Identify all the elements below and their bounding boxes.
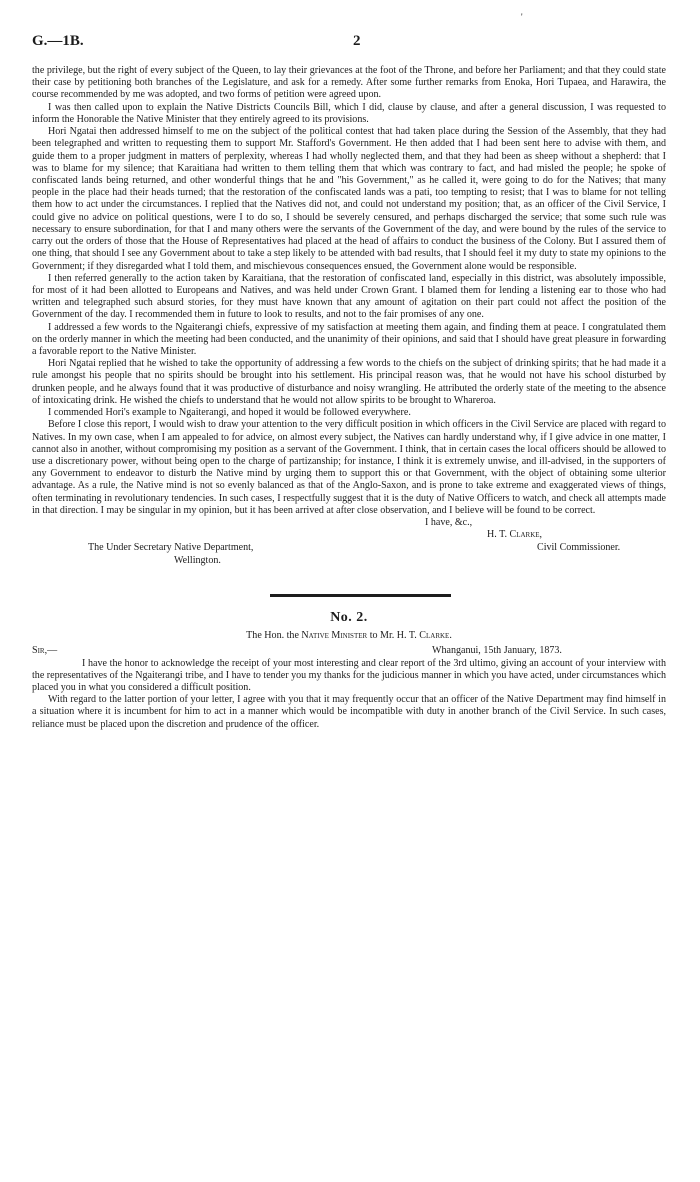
- addressee-city: Wellington.: [174, 555, 221, 567]
- page-number: 2: [353, 33, 361, 49]
- signature-title: Civil Commissioner.: [537, 542, 621, 554]
- section-divider: [32, 590, 666, 608]
- signature-name: H. T. Clarke,: [487, 529, 543, 541]
- page-header: [32, 33, 666, 53]
- paragraph: the privilege, but the right of every subject of the Queen, to lay their grievances at the foot of the Throne, and before her Parliament; and that they could state their case by petitioning both branches of the Legislature, and ask for a remedy. After some further remarks from Enoka, Hori Tupaea, and Harawira, the course recommended by me was adopted, and two forms of petition were agreed upon.: [32, 65, 666, 101]
- heading-prefix: The Hon. the: [246, 630, 299, 642]
- paragraph: Hori Ngatai replied that he wished to take the opportunity of addressing a few words to the chiefs on the subject of drinking spirits; that he had made it a rule amongst his people that no spirits should be brought into his settlement. His principal reason was, that he would not have his school disturbed by drunken people, and he always found that it was productive of disturbance and noisy wrangling. He attributed the orderly state of the meeting to the absence of intoxicating drink. He wished the chiefs to understand that he would not allow spirits to be brought to Whareroa.: [32, 358, 666, 406]
- letter-number: No. 2.: [330, 610, 368, 626]
- paragraph: With regard to the latter portion of your letter, I agree with you that it may frequently occur that an officer of the Native Department may find himself in a situation where it is incumbent for him to act in a manner which would be incompatible with duty in another branch of the Civil Service. In such cases, reliance must be placed upon the discretion and prudence of the officer.: [32, 694, 666, 730]
- signature-closing: I have, &c.,: [425, 517, 473, 529]
- heading-sender: Native Minister: [301, 630, 368, 642]
- paragraph: I have the honor to acknowledge the receipt of your most interesting and clear report of the 3rd ultimo, giving an account of your interview with the representatives of the Ngaiterangi tribe, and I have to tender you my thanks for the judicious manner in which you have acted, under circumstances which placed you in what you considered a difficult position.: [32, 657, 666, 693]
- signature-block: [32, 517, 666, 590]
- salutation-line: [32, 645, 666, 658]
- paragraph: I commended Hori's example to Ngaiterangi, and hoped it would be followed everywhere.: [48, 407, 411, 419]
- paragraph: Hori Ngatai then addressed himself to me on the subject of the political contest that had taken place during the Session of the Assembly, that they had been telegraphed and written to requesting them to support Mr. Stafford's Government. He then added that I had been sent here to advise with them, and guide them to a proper judgment in matters of perplexity, whereas I had wholly neglected them, and that they had been as sheep without a shepherd: that I was to blame for my silence; that Karaitiana had written to them telling them that which was contrary to fact, and had misled the people; he spoke of confiscated lands being returned, and other wonderful things that he and "his Government," as he called it, were going to do for the Natives; that many people in the place had their heads turned; that the restoration of the confiscated lands was a pati, too tempting to resist; that I was to blame for not telling them how to act under the circumstances. I replied that the Natives did not, and could not understand my position; that, as an officer of the Civil Service, I could give no advice on political questions, were I to do so, I should be severely censured, and perhaps discharged the service; that some such rule was necessary to ensure subordination, for that I and many others were the servants of the Government of the day, and were bound by the rules of the service to carry out the orders of those that the House of Representatives had placed at the head of affairs to conduct the business of the Colony. But I assured them of one thing, that should I see any Government about to take a step likely to be attended with bad results, that I should feel it my duty to state my opinions to the Government; if they disregarded what I told them, and mischievous consequences ensued, the Government alone would be responsible.: [32, 126, 666, 272]
- paragraph: I was then called upon to explain the Native Districts Councils Bill, which I did, clause by clause, and after a general discussion, I was requested to inform the Honorable the Native Minister that they entirely agreed to its provisions.: [32, 101, 666, 125]
- page-mark: ': [521, 12, 523, 22]
- heading-recipient: Clarke.: [419, 630, 452, 642]
- letter-heading: [32, 630, 666, 642]
- paragraph: I addressed a few words to the Ngaiterangi chiefs, expressive of my satisfaction at meeting them again, and finding them at peace. I congratulated them on the orderly manner in which the meeting had been conducted, and the unanimity of their opinions, and said that I should have great pleasure in forwarding a favorable report to the Native Minister.: [32, 321, 666, 358]
- paragraph: Before I close this report, I would wish to draw your attention to the very difficult position in which officers in the Civil Service are placed with regard to Natives. In my own case, when I am appealed to for advice, on almost every subject, the Natives can hardly understand why, if I give advice in one matter, I cannot also in another, without compromising my position as a servant of the Government. I think, that in certain cases the local officers should be allowed to use a discretionary power, without being open to the charge of partizanship; for instance, I think it is extremely unwise, and ill-advised, in the supporters of any Government to endeavor to disturb the Native mind by urging them to support this or that Government, with the object of obtaining some ulterior advantage. As a rule, the Native mind is not so evenly balanced as that of the Anglo-Saxon, and is prone to take extreme and exaggerated views of things, often terminating in revolutionary tendencies. In such cases, I respectfully suggest that it is the duty of Native Officers to watch, and check all attempts made in that direction. I may be singular in my opinion, but it has been arrived at after close observation, and I believe will be found to be correct.: [32, 419, 666, 516]
- document-body: [32, 65, 666, 731]
- document-reference: G.—1B.: [32, 33, 84, 49]
- place-date: Whanganui, 15th January, 1873.: [432, 644, 562, 656]
- paragraph: I then referred generally to the action taken by Karaitiana, that the restoration of confiscated land, especially in this district, was absolutely impossible, for most of it had been allotted to Europeans and Natives, and was held under Crown Grant. I blamed them for lending a listening ear to those who had written and telegraphed such absurd stories, for they must have known that any amount of agitation on their part could not affect the position of the Government of the day. I recommended them in future to look to results, and not to the fair promises of any one.: [32, 272, 666, 321]
- addressee-line: The Under Secretary Native Department,: [88, 542, 254, 554]
- salutation: Sir,—: [32, 644, 58, 656]
- heading-mid: to Mr. H. T.: [369, 630, 417, 642]
